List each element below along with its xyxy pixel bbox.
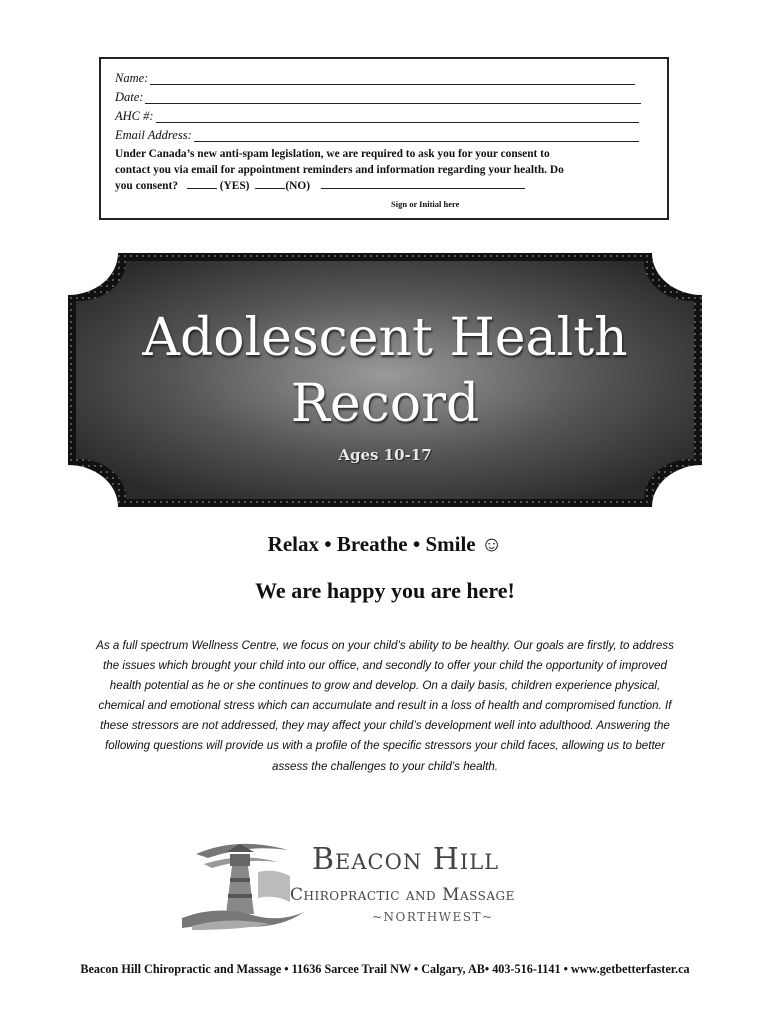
consent-paragraph: [115, 146, 653, 194]
date-field[interactable]: [145, 89, 641, 104]
consent-text-line-1: Under Canada’s new anti-spam legislation, we are required to ask you for your consent to: [115, 148, 550, 160]
consent-form-box: [99, 57, 669, 220]
consent-question: you consent?: [115, 180, 178, 192]
email-field[interactable]: [194, 127, 639, 142]
no-blank[interactable]: [255, 178, 285, 189]
clinic-logo: [178, 832, 598, 932]
ahc-field[interactable]: [156, 108, 639, 123]
age-range: Ages 10-17: [338, 446, 432, 464]
yes-blank[interactable]: [187, 178, 217, 189]
logo-location: ~NORTHWEST~: [372, 910, 494, 924]
intro-paragraph: As a full spectrum Wellness Centre, we focus on your child’s ability to be healthy. Our goals are firstly, to address the issues which brought your child into our office, and secondly to offer your child the opportunity of improved health potential as he or she continues to grow and develop. On a daily basis, children experience physical, chemical and emotional stress which can accumulate and result in a loss of health and compromised function. If these stressors are not addressed, they may affect your child’s development well into adulthood. Answering the following questions will provide us with a profile of the specific stressors your child faces, allowing us to better assess the challenges to your child’s health.: [96, 639, 674, 773]
email-label: Email Address:: [115, 128, 192, 142]
document-title: [68, 305, 702, 437]
sign-note: Sign or Initial here: [391, 199, 460, 209]
title-line-2: Record: [290, 374, 480, 434]
welcome-heading: We are happy you are here!: [255, 578, 515, 603]
consent-question-row: [115, 178, 653, 194]
ahc-field-row: [115, 107, 653, 126]
title-line-1: Adolescent Health: [142, 308, 628, 368]
logo-name: Beacon Hill: [312, 842, 500, 877]
name-field[interactable]: [150, 70, 635, 85]
yes-label: (YES): [219, 180, 250, 192]
signature-blank[interactable]: [321, 178, 525, 189]
email-field-row: [115, 126, 653, 145]
name-label: Name:: [115, 71, 149, 85]
title-banner: [68, 253, 702, 507]
logo-subtitle: Chiropractic and Massage: [290, 885, 515, 905]
no-label: (NO): [285, 180, 310, 192]
tagline: Relax • Breathe • Smile ☺: [267, 532, 503, 556]
date-field-row: [115, 88, 653, 107]
date-label: Date:: [115, 90, 144, 104]
footer-contact: Beacon Hill Chiropractic and Massage • 11636 Sarcee Trail NW • Calgary, AB• 403-516-1141 • www.getbetterfaster.ca: [80, 962, 690, 976]
consent-text-line-2: contact you via email for appointment reminders and information regarding your health. Do: [115, 164, 564, 176]
lighthouse-icon: [178, 832, 308, 932]
name-field-row: [115, 69, 653, 88]
ahc-label: AHC #:: [115, 109, 154, 123]
